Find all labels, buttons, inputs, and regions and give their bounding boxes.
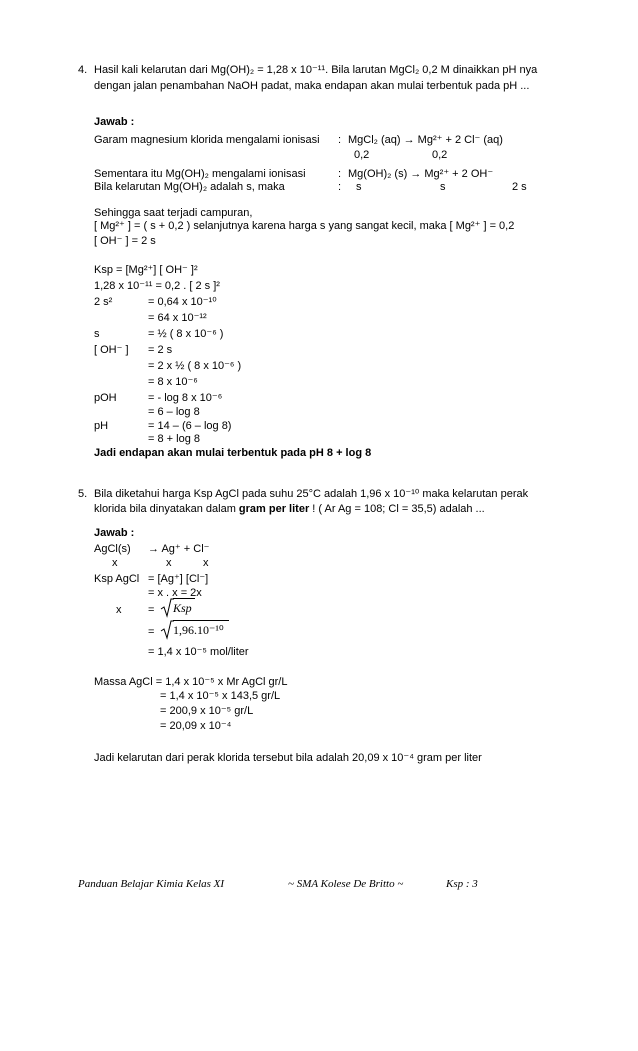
- step-oh-value-3: = 8 x 10⁻⁶: [148, 376, 198, 388]
- solubility-label: Bila kelarutan Mg(OH)₂ adalah s, maka: [94, 181, 285, 193]
- mixture-line-3: [ OH⁻ ] = 2 s: [94, 235, 156, 247]
- step-oh-value: = 2 s: [148, 344, 173, 356]
- agcl-x-3: x: [203, 557, 209, 569]
- step-poh-value: = - log 8 x 10⁻⁶: [148, 392, 223, 404]
- step-oh-value-2: = 2 x ½ ( 8 x 10⁻⁶ ): [148, 360, 242, 372]
- step-ph-value-2: = 8 + log 8: [148, 433, 200, 445]
- x-equals: =: [148, 604, 155, 616]
- sqrt-bar: [173, 620, 229, 621]
- sqrt-value: 1,96.10⁻¹⁰: [173, 623, 224, 637]
- ionization-2-equation: Mg(OH)₂ (s) → Mg²⁺ + 2 OH⁻: [348, 168, 494, 180]
- problem-4-conclusion: Jadi endapan akan mulai terbentuk pada pH 8 + log 8: [94, 447, 372, 459]
- solubility-2s-oh: 2 s: [512, 181, 527, 193]
- agcl-x-1: x: [112, 557, 118, 569]
- ionization-1-conc-mg: 0,2: [432, 149, 448, 161]
- problem-5-conclusion: Jadi kelarutan dari perak klorida tersebut bila adalah 20,09 x 10⁻⁴ gram per liter: [94, 752, 482, 764]
- sqrt-sign-icon: [160, 598, 174, 618]
- ionization-1-colon: :: [338, 134, 342, 146]
- ksp-substitution: 1,28 x 10⁻¹¹ = 0,2 . [ 2 s ]²: [94, 280, 220, 292]
- ksp-agcl-label: Ksp AgCl: [94, 573, 140, 585]
- question-text-bold: gram per liter: [238, 503, 310, 515]
- problem-5-question-line-1: Bila diketahui harga Ksp AgCl pada suhu 25°C adalah 1,96 x 10⁻¹⁰ maka kelarutan perak: [94, 488, 529, 500]
- agcl-reaction-right: → Ag⁺ + Cl⁻: [148, 543, 210, 555]
- step-ph-label: pH: [94, 420, 109, 432]
- solubility-colon: :: [338, 181, 342, 193]
- ksp-expression: Ksp = [Mg²⁺] [ OH⁻ ]²: [94, 264, 198, 276]
- step-oh-label: [ OH⁻ ]: [94, 344, 129, 356]
- step-ph-value: = 14 – (6 – log 8): [148, 420, 232, 432]
- agcl-x-2: x: [166, 557, 172, 569]
- problem-4-jawab: Jawab :: [94, 116, 135, 128]
- ksp-agcl-expression: = [Ag⁺] [Cl⁻]: [148, 573, 209, 585]
- problem-4-number: 4.: [78, 64, 88, 76]
- sqrt-bar: [173, 598, 195, 599]
- step-2s2-label: 2 s²: [94, 296, 113, 308]
- mixture-line-2: [ Mg²⁺ ] = ( s + 0,2 ) selanjutnya karena harga s yang sangat kecil, maka [ Mg²⁺ ] = 0,2: [94, 220, 515, 232]
- ionization-1-label: Garam magnesium klorida mengalami ionisasi: [94, 134, 320, 146]
- problem-5-jawab: Jawab :: [94, 527, 135, 539]
- step-s-label: s: [94, 328, 100, 340]
- question-text-a: klorida bila dinyatakan dalam: [94, 503, 239, 515]
- footer-page: Ksp : 3: [446, 878, 478, 890]
- ksp-agcl-expression-2: = x . x = 2x: [148, 587, 202, 599]
- footer-left: Panduan Belajar Kimia Kelas XI: [78, 878, 225, 890]
- problem-4-question-line-2: dengan jalan penambahan NaOH padat, maka endapan akan mulai terbentuk pada pH ...: [94, 80, 530, 92]
- x-result: = 1,4 x 10⁻⁵ mol/liter: [148, 646, 249, 658]
- sqrt-ksp: Ksp: [173, 601, 192, 615]
- question-text-b: ! ( Ar Ag = 108; Cl = 35,5) adalah ...: [309, 503, 485, 515]
- problem-5-question-line-2: [94, 503, 485, 516]
- massa-agcl-line-4: = 20,09 x 10⁻⁴: [160, 720, 232, 732]
- ionization-2-colon: :: [338, 168, 342, 180]
- step-2s2-value-2: = 64 x 10⁻¹²: [148, 312, 207, 324]
- x-equals-2: =: [148, 626, 155, 638]
- solubility-s-mg: s: [440, 181, 446, 193]
- mixture-line-1: Sehingga saat terjadi campuran,: [94, 207, 253, 219]
- x-label: x: [116, 604, 122, 616]
- step-poh-value-2: = 6 – log 8: [148, 406, 200, 418]
- agcl-reaction-left: AgCl(s): [94, 543, 131, 555]
- problem-5-number: 5.: [78, 488, 88, 500]
- massa-agcl-line-3: = 200,9 x 10⁻⁵ gr/L: [160, 705, 254, 717]
- step-poh-label: pOH: [94, 392, 117, 404]
- footer-center: ~ SMA Kolese De Britto ~: [288, 878, 404, 890]
- solubility-s-mgoh2: s: [356, 181, 362, 193]
- sqrt-sign-icon: [160, 620, 174, 640]
- step-2s2-value: = 0,64 x 10⁻¹⁰: [148, 296, 217, 308]
- step-s-value: = ½ ( 8 x 10⁻⁶ ): [148, 328, 224, 340]
- massa-agcl-line-1: Massa AgCl = 1,4 x 10⁻⁵ x Mr AgCl gr/L: [94, 676, 288, 688]
- ionization-1-equation: MgCl₂ (aq) → Mg²⁺ + 2 Cl⁻ (aq): [348, 134, 503, 146]
- massa-agcl-line-2: = 1,4 x 10⁻⁵ x 143,5 gr/L: [160, 690, 281, 702]
- problem-4-question-line-1: Hasil kali kelarutan dari Mg(OH)₂ = 1,28 x 10⁻¹¹. Bila larutan MgCl₂ 0,2 M dinaikkan pH nya: [94, 64, 538, 76]
- ionization-1-conc-mgcl2: 0,2: [354, 149, 370, 161]
- ionization-2-label: Sementara itu Mg(OH)₂ mengalami ionisasi: [94, 168, 306, 180]
